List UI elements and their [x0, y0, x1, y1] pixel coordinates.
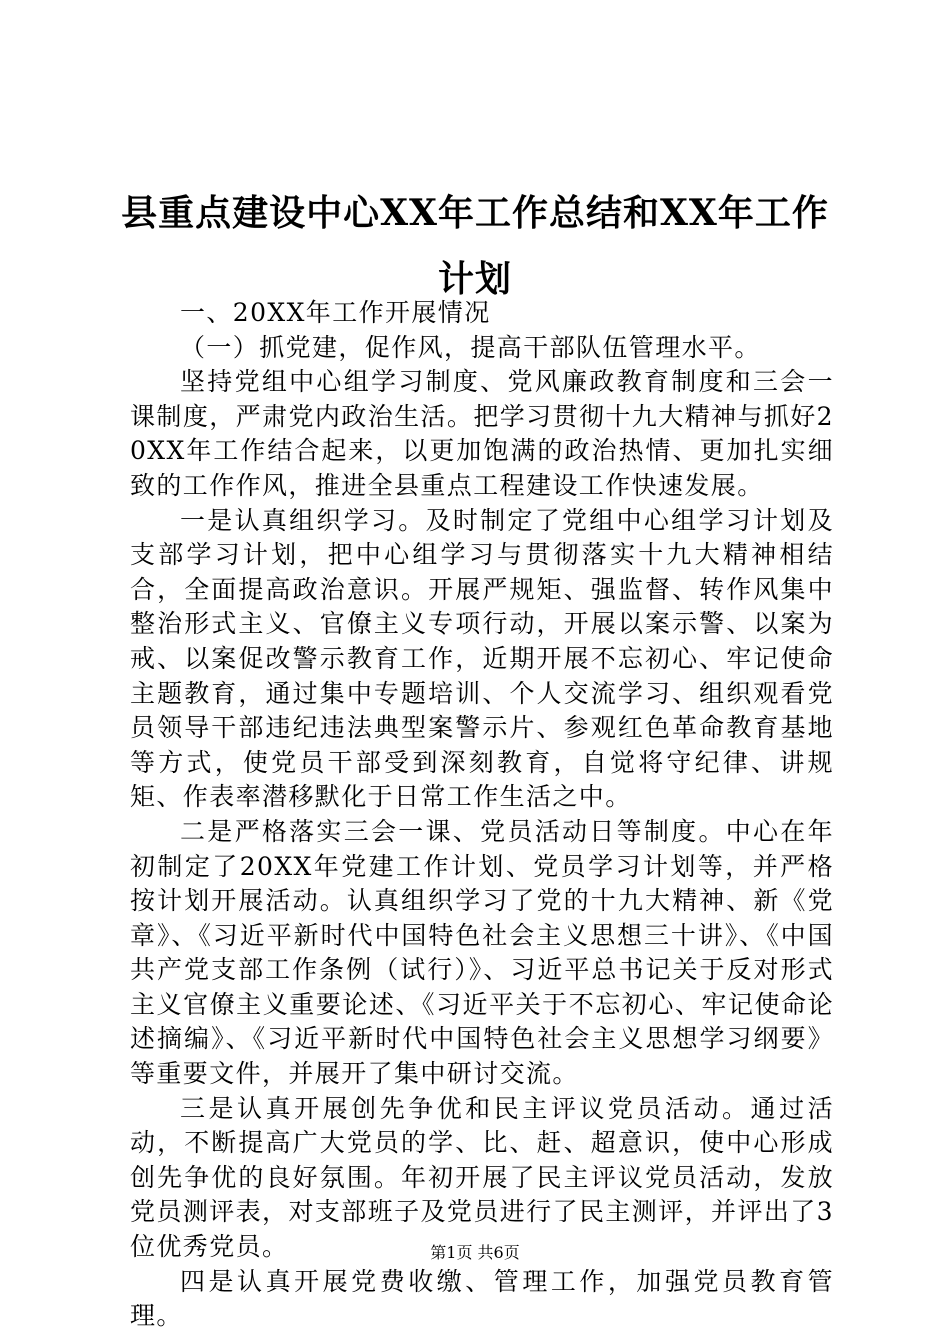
body-paragraph: 坚持党组中心组学习制度、党风廉政教育制度和三会一课制度，严肃党内政治生活。把学习贯彻十九大精神与抓好20XX年工作结合起来，以更加饱满的政治热情、更加扎实细致的工作作风，推进全县重点工程建设工作快速发展。	[130, 367, 834, 500]
section-heading: 一、20XX年工作开展情况	[180, 298, 491, 327]
document-title: 县重点建设中心XX年工作总结和XX年工作计划	[121, 192, 829, 300]
document-body	[130, 296, 834, 1334]
page-number-footer: 第1页 共6页	[430, 1243, 520, 1262]
subsection-heading: （一）抓党建，促作风，提高干部队伍管理水平。	[180, 332, 761, 362]
body-paragraph: 二是严格落实三会一课、党员活动日等制度。中心在年初制定了20XX年党建工作计划、党员学习计划等，并严格按计划开展活动。认真组织学习了党的十九大精神、新《党章》、《习近平新时代中国特色社会主义思想三十讲》、《中国共产党支部工作条例（试行）》、习近平总书记关于反对形式主义官僚主义重要论述、《习近平关于不忘初心、牢记使命论述摘编》、《习近平新时代中国特色社会主义思想学习纲要》等重要文件，并展开了集中研讨交流。	[130, 816, 834, 1089]
body-paragraph: 四是认真开展党费收缴、管理工作，加强党员教育管理。	[130, 1266, 834, 1331]
body-paragraph: 一是认真组织学习。及时制定了党组中心组学习计划及支部学习计划，把中心组学习与贯彻落实十九大精神相结合，全面提高政治意识。开展严规矩、强监督、转作风集中整治形式主义、官僚主义专项行动，开展以案示警、以案为戒、以案促改警示教育工作，近期开展不忘初心、牢记使命主题教育，通过集中专题培训、个人交流学习、组织观看党员领导干部违纪违法典型案警示片、参观红色革命教育基地等方式，使党员干部受到深刻教育，自觉将守纪律、讲规矩、作表率潜移默化于日常工作生活之中。	[130, 505, 834, 812]
body-paragraph: 三是认真开展创先争优和民主评议党员活动。通过活动，不断提高广大党员的学、比、赶、超意识，使中心形成创先争优的良好氛围。年初开展了民主评议党员活动，发放党员测评表，对支部班子及党员进行了民主测评，并评出了3位优秀党员。	[130, 1093, 834, 1262]
